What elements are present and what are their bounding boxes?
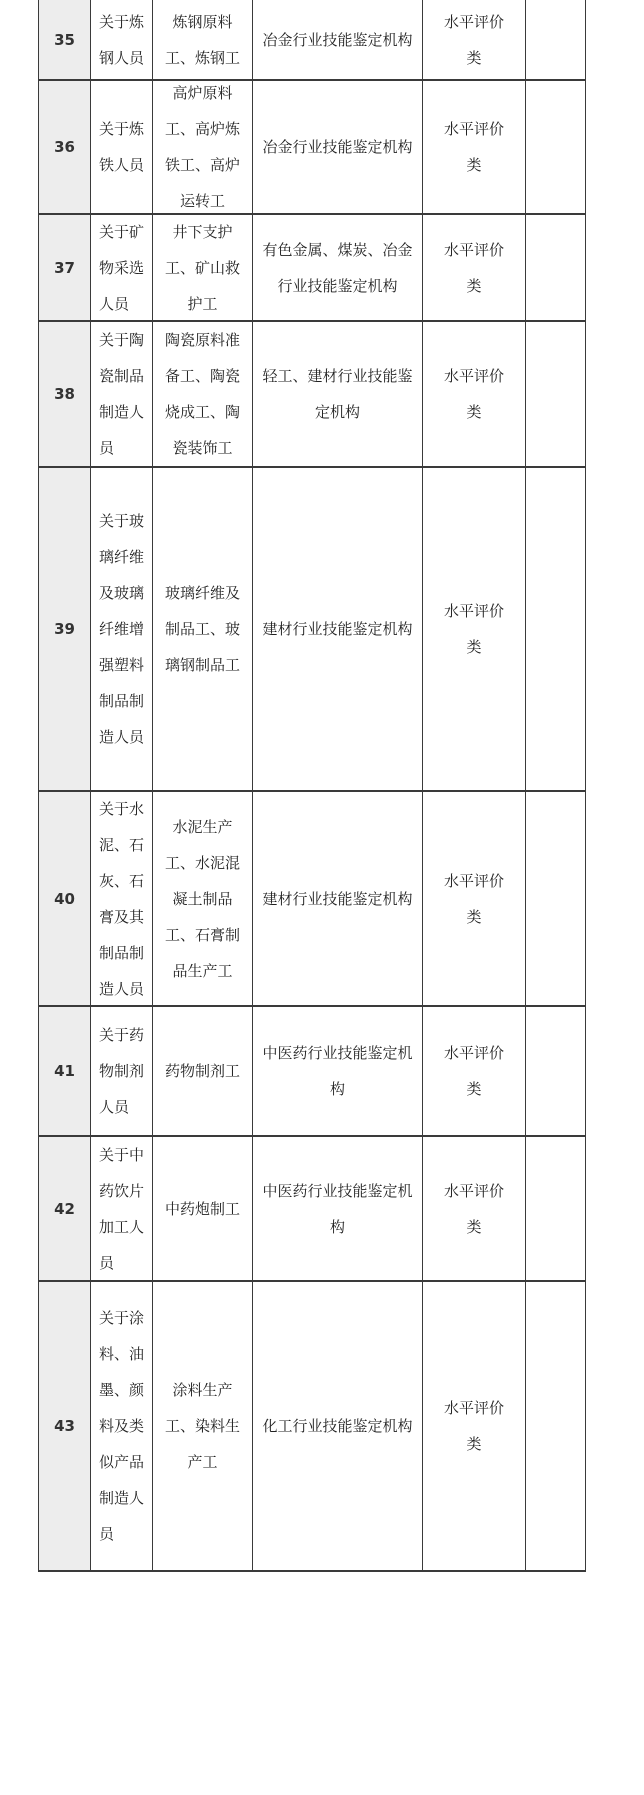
organization-cell: [253, 322, 423, 466]
job-types: 陶瓷原料准备工、陶瓷烧成工、陶瓷装饰工: [164, 331, 240, 457]
occupation-name-cell: [91, 1282, 153, 1570]
category: 水平评价类: [444, 1399, 505, 1453]
note-cell: [526, 1282, 585, 1570]
organization-cell: [253, 792, 423, 1005]
category-cell: [423, 1007, 526, 1135]
category-cell: [423, 792, 526, 1005]
organization-cell: [253, 1282, 423, 1570]
category: 水平评价类: [444, 1181, 505, 1236]
occupation-name: 关于药物制剂人员: [99, 1026, 145, 1116]
table-row: [39, 792, 585, 1007]
category: 水平评价类: [444, 1044, 505, 1098]
occupation-table: [38, 0, 586, 1572]
row-number: 41: [39, 1007, 91, 1135]
category-cell: [423, 0, 526, 79]
note-cell: [526, 81, 585, 213]
job-types-cell: [153, 81, 253, 213]
occupation-name-cell: [91, 1007, 153, 1135]
occupation-name-cell: [91, 0, 153, 79]
job-types: 炼钢原料工、炼钢工: [164, 12, 240, 67]
occupation-name-cell: [91, 1137, 153, 1280]
note-cell: [526, 1137, 585, 1280]
category-cell: [423, 1137, 526, 1280]
row-number: 38: [39, 322, 91, 466]
table-row: [39, 1282, 585, 1572]
occupation-name-cell: [91, 792, 153, 1005]
category: 水平评价类: [444, 12, 505, 67]
organization-cell: [253, 1137, 423, 1280]
job-types-cell: [153, 322, 253, 466]
organization-cell: [253, 1007, 423, 1135]
organization: 冶金行业技能鉴定机构: [262, 138, 413, 156]
row-number: 43: [39, 1282, 91, 1570]
occupation-name-cell: [91, 215, 153, 320]
note-cell: [526, 215, 585, 320]
category: 水平评价类: [444, 871, 505, 926]
row-number: 36: [39, 81, 91, 213]
occupation-name-cell: [91, 81, 153, 213]
row-number: 35: [39, 0, 91, 79]
organization: 冶金行业技能鉴定机构: [262, 30, 413, 49]
table-row: [39, 322, 585, 468]
row-number: 40: [39, 792, 91, 1005]
category: 水平评价类: [444, 367, 505, 421]
job-types-cell: [153, 0, 253, 79]
organization-cell: [253, 0, 423, 79]
job-types-cell: [153, 792, 253, 1005]
note-cell: [526, 322, 585, 466]
job-types-cell: [153, 215, 253, 320]
occupation-name: 关于矿物采选人员: [99, 222, 145, 313]
table-row: [39, 1007, 585, 1137]
category: 水平评价类: [444, 120, 505, 174]
organization: 建材行业技能鉴定机构: [262, 889, 413, 908]
occupation-name: 关于炼铁人员: [99, 120, 145, 174]
organization: 中医药行业技能鉴定机构: [262, 1181, 413, 1236]
table-row: [39, 81, 585, 215]
occupation-name: 关于涂料、油墨、颜料及类似产品制造人员: [99, 1309, 145, 1543]
job-types-cell: [153, 1007, 253, 1135]
job-types: 中药炮制工: [164, 1199, 240, 1218]
category-cell: [423, 215, 526, 320]
organization: 化工行业技能鉴定机构: [262, 1417, 413, 1435]
table-row: [39, 468, 585, 792]
job-types: 水泥生产工、水泥混凝土制品工、石膏制品生产工: [164, 817, 240, 980]
organization-cell: [253, 468, 423, 790]
occupation-name-cell: [91, 468, 153, 790]
organization-cell: [253, 215, 423, 320]
organization: 中医药行业技能鉴定机构: [262, 1044, 413, 1098]
occupation-name: 关于炼钢人员: [99, 12, 145, 67]
category-cell: [423, 468, 526, 790]
category-cell: [423, 1282, 526, 1570]
category: 水平评价类: [444, 602, 505, 656]
job-types-cell: [153, 1282, 253, 1570]
job-types: 涂料生产工、染料生产工: [164, 1381, 240, 1471]
occupation-name-cell: [91, 322, 153, 466]
occupation-name: 关于水泥、石灰、石膏及其制品制造人员: [99, 799, 145, 998]
table-row: [39, 0, 585, 81]
note-cell: [526, 1007, 585, 1135]
row-number: 37: [39, 215, 91, 320]
job-types: 井下支护工、矿山救护工: [164, 222, 240, 313]
job-types: 高炉原料工、高炉炼铁工、高炉运转工: [164, 84, 240, 210]
occupation-name: 关于中药饮片加工人员: [99, 1145, 145, 1272]
occupation-name: 关于陶瓷制品制造人员: [99, 331, 145, 457]
category: 水平评价类: [444, 240, 505, 295]
organization: 轻工、建材行业技能鉴定机构: [262, 367, 413, 421]
row-number: 42: [39, 1137, 91, 1280]
category-cell: [423, 322, 526, 466]
job-types-cell: [153, 1137, 253, 1280]
note-cell: [526, 792, 585, 1005]
occupation-name: 关于玻璃纤维及玻璃纤维增强塑料制品制造人员: [99, 512, 145, 746]
organization: 有色金属、煤炭、冶金行业技能鉴定机构: [262, 240, 413, 295]
category-cell: [423, 81, 526, 213]
job-types: 玻璃纤维及制品工、玻璃钢制品工: [164, 584, 240, 674]
note-cell: [526, 0, 585, 79]
note-cell: [526, 468, 585, 790]
organization-cell: [253, 81, 423, 213]
row-number: 39: [39, 468, 91, 790]
organization: 建材行业技能鉴定机构: [262, 620, 413, 638]
job-types: 药物制剂工: [164, 1062, 240, 1080]
job-types-cell: [153, 468, 253, 790]
table-row: [39, 1137, 585, 1282]
table-row: [39, 215, 585, 322]
